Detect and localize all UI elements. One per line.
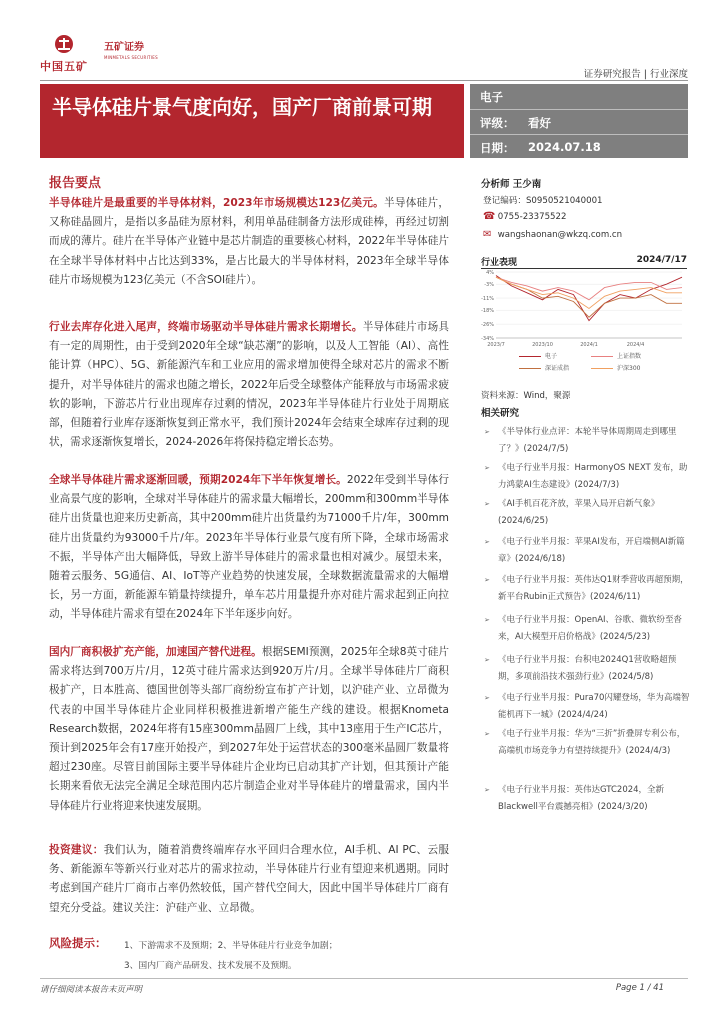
y-tick-label: -3%: [484, 282, 494, 289]
advice-label: 投资建议：: [49, 844, 104, 856]
email-icon: ✉: [483, 229, 492, 240]
brand-block: [104, 38, 184, 60]
analyst-email[interactable]: wangshaonan@wkzq.com.cn: [497, 230, 623, 240]
brand-name-en: MINMETALS SECURITIES: [104, 55, 158, 60]
arrow-icon: ➢: [484, 576, 490, 584]
summary-paragraph-2: [49, 318, 449, 452]
analyst-reg: 登记编码：S0950521040001: [483, 196, 603, 206]
paragraph-lead: 行业去库存化进入尾声，终端市场驱动半导体硅片需求长期增长。: [49, 321, 363, 333]
legend-swatch: [519, 356, 541, 358]
y-tick-label: 4%: [486, 270, 494, 276]
related-item-text[interactable]: 《电子行业半月报：OpenAI、谷歌、微软纷至沓来，AI大模型开启价格战》(2024/5/23): [498, 615, 683, 642]
rating-panel: [470, 84, 688, 158]
summary-paragraph-1: [49, 194, 449, 290]
chart-header: [481, 255, 687, 269]
investment-advice: [49, 841, 449, 918]
report-title: 半导体硅片景气度向好，国产厂商前景可期: [52, 95, 432, 119]
advice-body: 我们认为，随着消费终端库存水平回归合理水位，AI手机、AI PC、云服务、新能源车等新兴行业对芯片的需求拉动，半导体硅片行业有望迎来机遇期。同时考虑到国产硅片厂商市占率仍然较低，国产替代空间大，因此中国半导体硅片厂商有望充分受益。建议关注：沪硅产业、立昂微。: [49, 844, 449, 914]
related-item-text[interactable]: 《电子行业半月报：Pura70闪耀登场，华为高端智能机再下一城》(2024/4/24): [498, 693, 690, 720]
x-tick-label: 2023/7: [487, 342, 505, 348]
related-item[interactable]: [484, 424, 690, 458]
related-item[interactable]: [484, 460, 690, 494]
y-tick-label: -26%: [481, 322, 494, 329]
chart-legend: [519, 351, 683, 377]
rating-row: [480, 115, 551, 131]
related-item-text[interactable]: 《电子行业半月报：英伟达GTC2024，全新Blackwell平台震撼亮相》(2024/3/20): [498, 785, 665, 812]
y-tick-label: -11%: [481, 296, 494, 303]
date-row: [480, 140, 601, 156]
legend-swatch: [591, 356, 613, 358]
risk-line-1: 1、下游需求不及预期；2、半导体硅片行业竞争加剧；: [124, 941, 338, 951]
panel-divider: [470, 109, 688, 110]
x-tick-label: 2024/4: [626, 342, 645, 348]
paragraph-body: 半导体硅片市场具有一定的周期性，由于受到2020年全球“缺芯潮”的影响，以及人工智能（AI）、高性能计算（HPC）、5G、新能源汽车和工业应用的需求增加使得全球对芯片的需求不断提升，对半导体硅片的需求也随之增长，2022年后受全球整体产能释放与市场需求疲软的影响，下游芯片行业出现库存过剩的情况，2023年半导体硅片行业处于周期底部，但随着行业库存逐渐恢复到正常水平，我们预计2024年会结束全球库存过剩的现状，需求逐渐恢复增长，2024-2026年将保持稳定增长态势。: [49, 321, 449, 449]
related-heading: 相关研究: [481, 408, 520, 419]
related-item[interactable]: [484, 726, 690, 760]
chart-title: 行业表现: [481, 258, 518, 268]
x-tick-label: 2023/10: [532, 342, 553, 348]
date-value: 2024.07.18: [528, 140, 601, 154]
arrow-icon: ➢: [484, 428, 490, 436]
paragraph-body: 2022年受到半导体行业高景气度的影响，全球对半导体硅片的需求量大幅增长，200mm和300mm半导体硅片出货量也迎来历史新高，其中200mm硅片出货量约为71000千片/年，300mm硅片出货量约为93000千片/年。2023年半导体行业景气度有所下降，全球市场需求不振，半导体产出大幅降低，导致上游半导体硅片的需求量也相对减少。展望未来，随着云服务、5G通信、AI、IoT等产业趋势的快速发展，全球数据流量需求的大幅增长，另一方面，新能源车销量持续提升，单车芯片用量提升亦对硅片需求起到正向拉动，半导体硅片需求有望在2024年下半年逐步向好。: [49, 474, 450, 621]
related-item[interactable]: [484, 496, 690, 530]
legend-item: [591, 351, 641, 360]
paragraph-lead: 半导体硅片是最重要的半导体材料，2023年市场规模达123亿美元。: [49, 197, 385, 209]
series-line: [496, 277, 682, 317]
related-item-text[interactable]: 《AI手机百花齐放，苹果入局开启新气象》(2024/6/25): [498, 499, 660, 526]
risk-line-2: 3、国内厂商产品研发、技术发展不及预期。: [124, 961, 297, 971]
related-item-text[interactable]: 《半导体行业点评：本轮半导体周期周走到哪里了？》(2024/7/5): [498, 427, 677, 454]
arrow-icon: ➢: [484, 616, 490, 624]
legend-label: 深证成指: [545, 365, 570, 372]
rating-label: 评级：: [480, 116, 515, 130]
legend-swatch: [591, 368, 613, 370]
legend-item: [519, 351, 557, 360]
footer-disclaimer[interactable]: 请仔细阅读本报告末页声明: [40, 985, 143, 995]
phone-icon: ☎: [483, 211, 496, 222]
related-item[interactable]: [484, 652, 690, 686]
analyst-phone-row: [483, 211, 566, 222]
related-item-text[interactable]: 《电子行业半月报：HarmonyOS NEXT 发布，助力鸿蒙AI生态建设》(2024/7/3): [498, 463, 688, 490]
series-line: [496, 277, 682, 308]
related-item[interactable]: [484, 612, 690, 646]
arrow-icon: ➢: [484, 464, 490, 472]
y-tick-label: -34%: [481, 336, 494, 342]
footer-divider: [40, 978, 688, 979]
legend-label: 电子: [545, 353, 558, 360]
title-banner: [40, 84, 464, 158]
related-item-text[interactable]: 《电子行业半月报：苹果AI发布，开启端侧AI新篇章》(2024/6/18): [498, 537, 685, 564]
related-item-text[interactable]: 《电子行业半月报：英伟达Q1财季营收再超预期，新平台Rubin正式预告》(2024/6/11): [498, 575, 689, 602]
header-divider: [40, 80, 688, 81]
arrow-icon: ➢: [484, 538, 490, 546]
panel-divider: [470, 134, 688, 135]
report-type: 证券研究报告 | 行业深度: [583, 69, 688, 80]
paragraph-body: 根据SEMI预测，2025年全球8英寸硅片需求将达到700万片/月，12英寸硅片需求达到920万片/月。全球半导体硅片厂商积极扩产，日本胜高、德国世创等头部厂商纷纷宣布扩产计划，以沪硅产业、立昂微为代表的中国半导体硅片企业同样积极推进新增产能生产线的建设。根据Knometa Research数据，2024年将有15座300mm晶圆厂上线，其中13座用于生产IC芯片，预计到2025年会有17座开始投产，到2027年处于运营状态的300毫米晶圆厂数量将超过230座。尽管目前国际主要半导体硅片企业均已启动其扩产计划，但其预计产能长期来看依无法完全满足全球范围内芯片制造企业对半导体硅片的增量需求，国内半导体硅片行业将迎来快速发展期。: [49, 646, 449, 812]
page-number: Page 1 / 41: [615, 983, 664, 993]
arrow-icon: ➢: [484, 694, 490, 702]
arrow-icon: ➢: [484, 730, 490, 738]
related-item[interactable]: [484, 534, 690, 568]
arrow-icon: ➢: [484, 656, 490, 664]
company-logo: [40, 34, 104, 73]
summary-paragraph-4: [49, 643, 449, 816]
summary-paragraph-3: [49, 471, 449, 625]
arrow-icon: ➢: [484, 786, 490, 794]
related-item-text[interactable]: 《电子行业半月报：台积电2024Q1营收略超预期，多项前沿技术强劲行业》(2024/5/8): [498, 655, 677, 682]
analyst-phone: 0755-23375522: [497, 212, 567, 222]
legend-swatch: [519, 368, 541, 370]
paragraph-lead: 国内厂商积极扩充产能，加速国产替代进程。: [49, 646, 262, 658]
x-tick-label: 2024/1: [580, 342, 598, 348]
logo-text: 中国五矿: [40, 60, 88, 73]
date-label: 日期：: [480, 141, 515, 155]
y-tick-label: -18%: [481, 308, 494, 315]
analyst-email-row: [483, 229, 622, 240]
analyst-name: 分析师 王少南: [481, 179, 542, 190]
performance-chart: [476, 268, 688, 354]
summary-heading: 报告要点: [49, 176, 102, 191]
related-item[interactable]: [484, 572, 690, 606]
legend-item: [519, 363, 569, 372]
related-item[interactable]: [484, 690, 690, 724]
legend-label: 上证指数: [617, 353, 642, 360]
arrow-icon: ➢: [484, 500, 490, 508]
chart-date: 2024/7/17: [636, 255, 687, 265]
related-item[interactable]: [484, 782, 690, 816]
paragraph-lead: 全球半导体硅片需求逐渐回暖，预期2024年下半年恢复增长。: [49, 474, 347, 486]
legend-label: 沪深300: [617, 365, 641, 372]
paragraph-body: 半导体硅片，又称硅晶圆片，是指以多晶硅为原材料，利用单晶硅制备方法形成硅棒，再经过切割而成的薄片。硅片在半导体产业链中是芯片制造的重要核心材料，2022年半导体硅片在全球半导体材料中占比达到33%，是占比最大的半导体材料，2023年全球半导体硅片市场规模为123亿美元（不含SOI硅片）。: [49, 197, 450, 286]
chart-source: 资料来源：Wind，聚源: [481, 391, 571, 401]
industry-label: 电子: [480, 90, 503, 104]
risk-label: 风险提示：: [49, 936, 107, 950]
legend-item: [591, 363, 640, 372]
rating-value: 看好: [528, 116, 551, 130]
logo-icon: [52, 34, 76, 56]
brand-name: 五矿证券: [104, 42, 144, 53]
related-item-text[interactable]: 《电子行业半月报：华为“三折”折叠屏专利公布，高端机市场竞争力有望持续提升》(2024/4/3): [498, 729, 686, 756]
